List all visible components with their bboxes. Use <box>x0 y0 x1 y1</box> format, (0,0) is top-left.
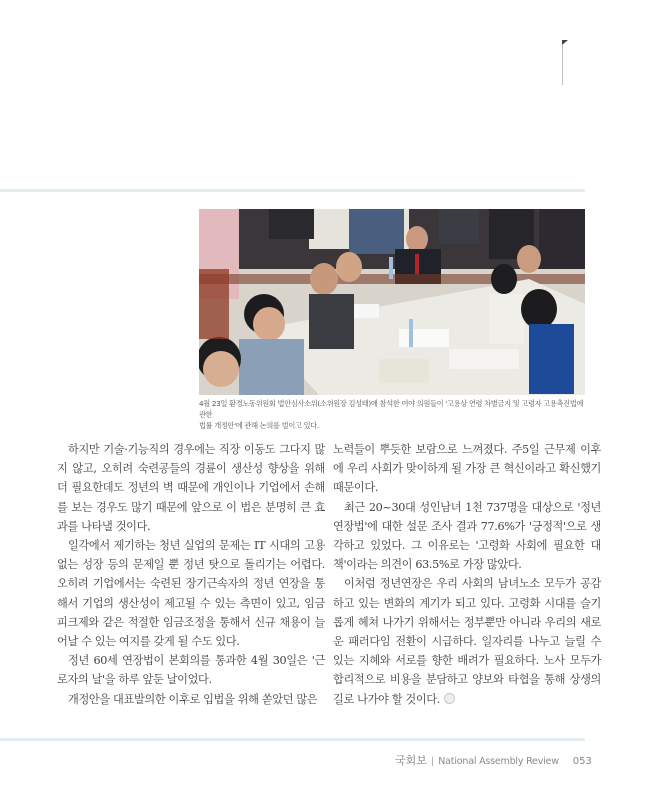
footer-separator: | <box>430 756 435 767</box>
paragraph: 개정안을 대표발의한 이후로 입법을 위해 쏟았던 많은 <box>68 692 318 706</box>
corner-vertical-rule <box>562 45 563 85</box>
paragraph-final-text: 이처럼 정년연장은 우리 사회의 남녀노소 모두가 공감하고 있는 변화의 계기가 되고 있다. 고령화 시대를 슬기롭게 헤쳐 나가기 위해서는 정부뿐만 아니라 우리의 새로운 패러다임 전환이 시급하다. 일자리를 나누고 늘릴 수 있는 지혜와 서로를 향한 배려가 필요하다. 노사 모두가 합리적으로 비용을 분담하고 양보와 타협을 통해 상생의 길로 나가야 할 것이다. <box>333 577 601 706</box>
paragraph-final <box>333 574 601 708</box>
article-column-right <box>333 440 601 709</box>
paragraph: 일각에서 제기하는 청년 실업의 문제는 IT 시대의 고용 없는 성장 등의 문제일 뿐 정년 탓으로 돌리기는 어렵다. 오히려 기업에서는 숙련된 장기근속자의 정년 연장을 통해서 기업의 생산성이 제고될 수 있는 측면이 있고, 임금피크제와 같은 적절한 임금조정을 통해서 신규 채용이 늘어날 수 있는 여지를 갖게 될 수도 있다. <box>57 539 325 649</box>
page-number: 053 <box>572 756 592 767</box>
magazine-name-english: National Assembly Review <box>438 756 559 767</box>
end-of-article-icon <box>444 693 455 704</box>
magazine-name-korean: 국회보 <box>395 754 427 767</box>
article-column-left <box>57 440 325 709</box>
paragraph: 최근 20~30대 성인남녀 1천 737명을 대상으로 '정년연장법'에 대한 설문 조사 결과 77.6%가 '긍정적'으로 생각하고 있었다. 그 이유로는 '고령화 사회에 필요한 대책'이라는 의견이 63.5%로 가장 많았다. <box>333 500 601 572</box>
page-footer <box>395 752 592 768</box>
photo-illustration <box>199 209 585 395</box>
top-divider <box>0 189 585 192</box>
meeting-photo <box>199 209 585 395</box>
caption-line-1: 4월 23일 환경노동위원회 법안심사소위(소위원장 김성태)에 참석한 여야 의원들이 '고용상 연령 차별금지 및 고령자 고용촉진법에 관한 <box>199 399 584 419</box>
caption-line-2: 법률 개정안'에 관해 논의를 벌이고 있다. <box>199 421 319 430</box>
photo-caption <box>199 398 589 431</box>
bottom-divider <box>0 738 585 741</box>
paragraph: 하지만 기술·기능직의 경우에는 직장 이동도 그다지 많지 않고, 오히려 숙련공들의 경륜이 생산성 향상을 위해 더 필요한데도 정년의 벽 때문에 개인이나 기업에서 손해를 보는 경우도 많기 때문에 앞으로 이 법은 분명히 큰 효과를 나타낼 것이다. <box>57 443 325 533</box>
paragraph: 정년 60세 연장법이 본회의를 통과한 4월 30일은 '근로자의 날'을 하루 앞둔 날이었다. <box>57 654 325 687</box>
paragraph-continued: 노력들이 뿌듯한 보람으로 느껴졌다. 주5일 근무제 이후에 우리 사회가 맞이하게 될 가장 큰 혁신이라고 확신했기 때문이다. <box>333 443 601 495</box>
